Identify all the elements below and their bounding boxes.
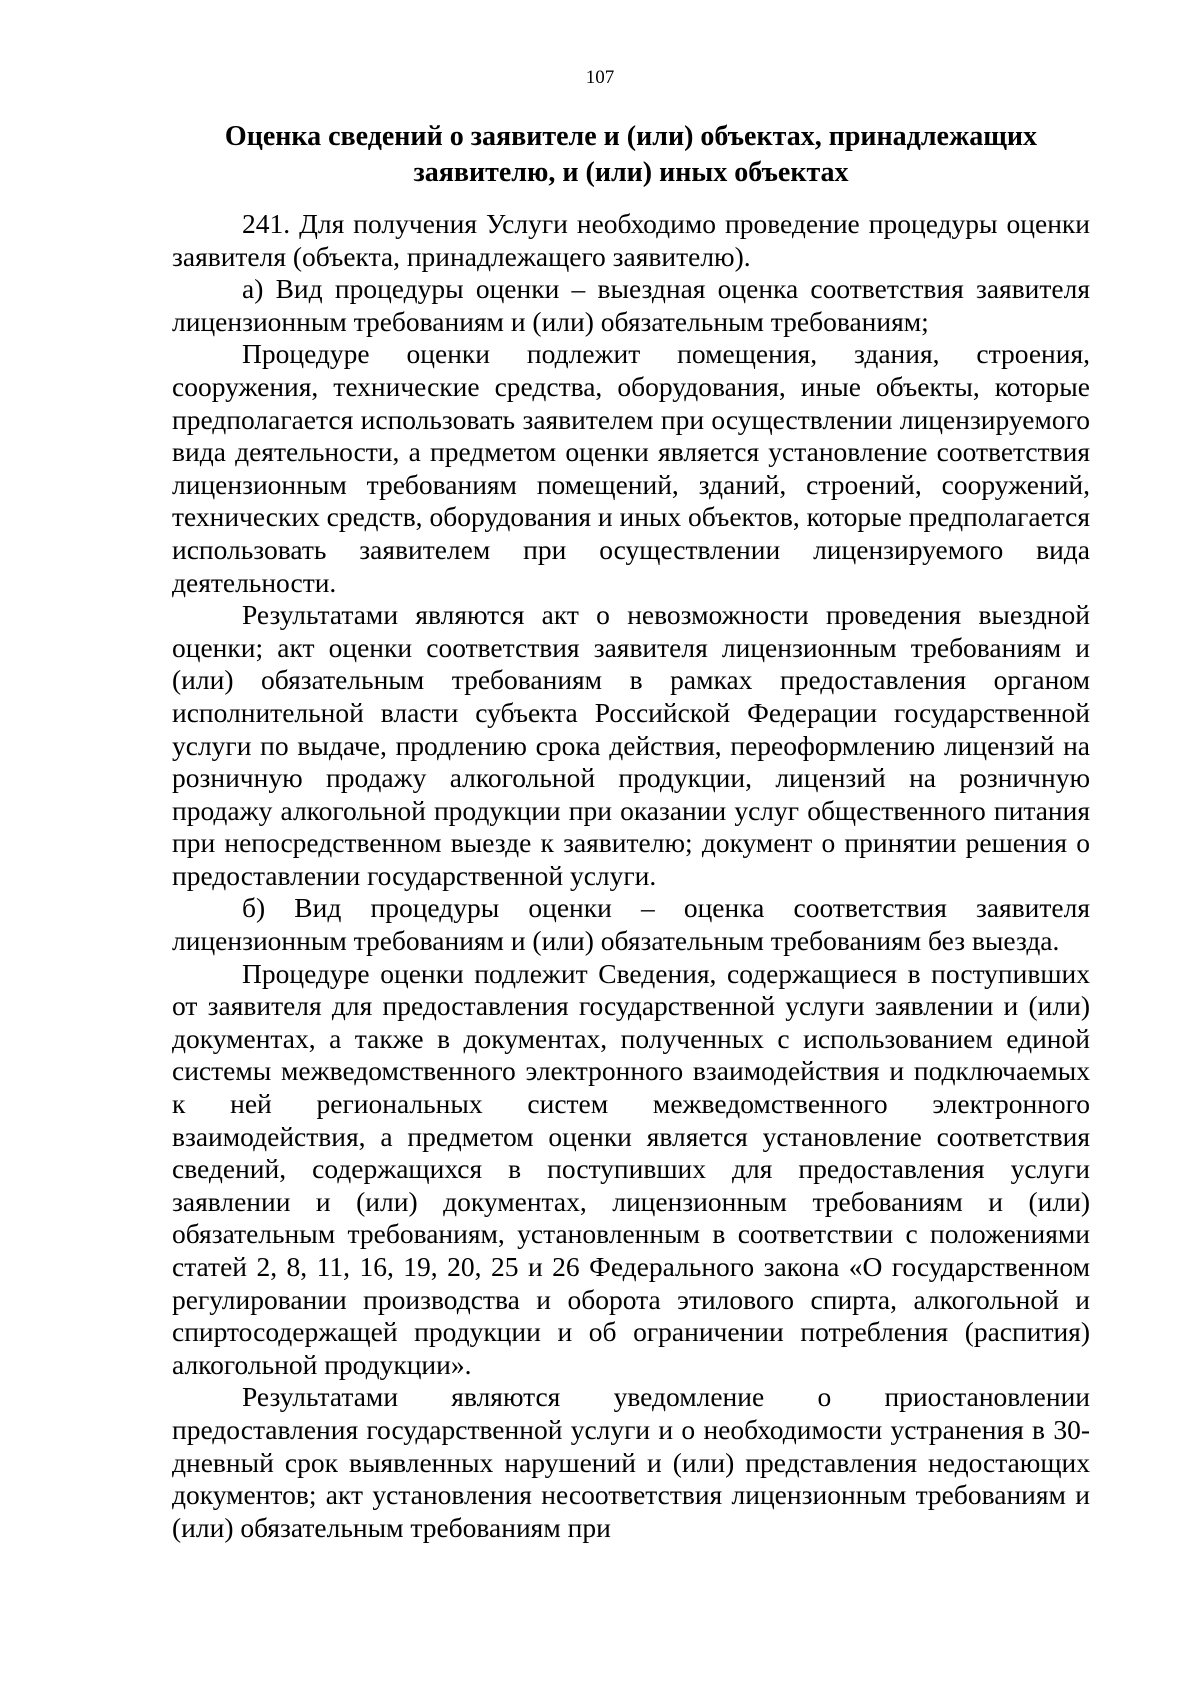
- paragraph-a-subject: Процедуре оценки подлежит помещения, здания, строения, сооружения, технические средства, оборудования, иные объекты, которые предполагается использовать заявителем при осуществлении лицензируемого вида деятельности, а предметом оценки является установление соответствия лицензионным требованиям помещений, зданий, строений, сооружений, технических средств, оборудования и иных объектов, которые предполагается использовать заявителем при осуществлении лицензируемого вида деятельности.: [172, 338, 1090, 598]
- paragraph-a-results: Результатами являются акт о невозможности проведения выездной оценки; акт оценки соответствия заявителя лицензионным требованиям и (или) обязательным требованиям в рамках предоставления органом исполнительной власти субъекта Российской Федерации государственной услуги по выдаче, продлению срока действия, переоформлению лицензий на розничную продажу алкогольной продукции, лицензий на розничную продажу алкогольной продукции при оказании услуг общественного питания при непосредственном выезде к заявителю; документ о принятии решения о предоставлении государственной услуги.: [172, 599, 1090, 891]
- paragraph-b-procedure-type: б) Вид процедуры оценки – оценка соответствия заявителя лицензионным требованиям и (или) обязательным требованиям без выезда.: [172, 892, 1090, 957]
- body-text: [172, 208, 1090, 1544]
- section-heading: Оценка сведений о заявителе и (или) объектах, принадлежащих заявителю, и (или) иных объектах: [224, 121, 1038, 188]
- page-number: 107: [585, 67, 615, 88]
- paragraph-241-intro: 241. Для получения Услуги необходимо проведение процедуры оценки заявителя (объекта, принадлежащего заявителю).: [172, 208, 1090, 272]
- paragraph-b-results: Результатами являются уведомление о приостановлении предоставления государственной услуги и о необходимости устранения в 30-дневный срок выявленных нарушений и (или) представления недостающих документов; акт установления несоответствия лицензионным требованиям и (или) обязательным требованиям при: [172, 1381, 1090, 1543]
- paragraph-b-subject: Процедуре оценки подлежит Сведения, содержащиеся в поступивших от заявителя для предоставления государственной услуги заявлении и (или) документах, а также в документах, полученных с использованием единой системы межведомственного электронного взаимодействия и подключаемых к ней региональных систем межведомственного электронного взаимодействия, а предметом оценки является установление соответствия сведений, содержащихся в поступивших для предоставления услуги заявлении и (или) документах, лицензионным требованиям и (или) обязательным требованиям, установленным в соответствии с положениями статей 2, 8, 11, 16, 19, 20, 25 и 26 Федерального закона «О государственном регулировании производства и оборота этилового спирта, алкогольной и спиртосодержащей продукции и об ограничении потребления (распития) алкогольной продукции».: [172, 957, 1090, 1380]
- paragraph-a-procedure-type: а) Вид процедуры оценки – выездная оценка соответствия заявителя лицензионным требованиям и (или) обязательным требованиям;: [172, 273, 1090, 337]
